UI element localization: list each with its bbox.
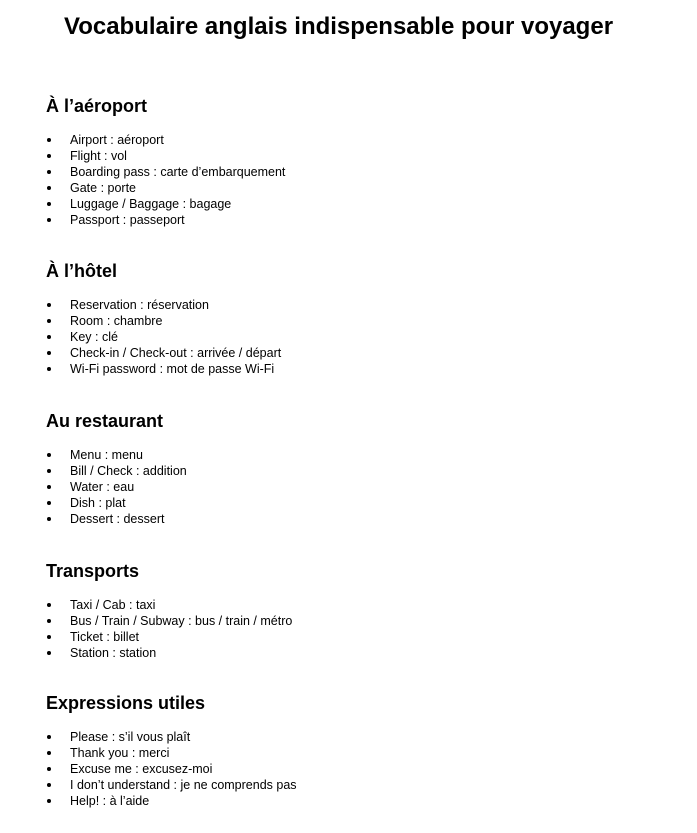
list-item [46, 463, 666, 479]
vocab-list-transports [46, 597, 666, 661]
bullet-icon [47, 202, 51, 206]
list-item-text: Key : clé [70, 330, 118, 344]
bullet-icon [47, 751, 51, 755]
page-title: Vocabulaire anglais indispensable pour voyager [63, 13, 614, 40]
list-item [46, 447, 666, 463]
list-item-text: Menu : menu [70, 448, 143, 462]
section-hotel [46, 260, 666, 377]
list-item-text: Bus / Train / Subway : bus / train / métro [70, 614, 293, 628]
list-item [46, 745, 666, 761]
list-item [46, 793, 666, 809]
list-item-text: Reservation : réservation [70, 298, 209, 312]
bullet-icon [47, 619, 51, 623]
section-heading-expressions: Expressions utiles [46, 693, 206, 713]
section-expressions [46, 692, 666, 809]
list-item-text: Dessert : dessert [70, 512, 165, 526]
list-item-text: Station : station [70, 646, 157, 660]
bullet-icon [47, 335, 51, 339]
list-item [46, 361, 666, 377]
list-item [46, 511, 666, 527]
list-item [46, 777, 666, 793]
bullet-icon [47, 735, 51, 739]
list-item [46, 212, 666, 228]
list-item-text: Wi-Fi password : mot de passe Wi-Fi [70, 362, 275, 376]
bullet-icon [47, 603, 51, 607]
vocab-list-airport [46, 132, 666, 228]
list-item-text: Ticket : billet [70, 630, 140, 644]
bullet-icon [47, 319, 51, 323]
list-item [46, 761, 666, 777]
bullet-icon [47, 485, 51, 489]
bullet-icon [47, 453, 51, 457]
bullet-icon [47, 651, 51, 655]
bullet-icon [47, 799, 51, 803]
bullet-icon [47, 218, 51, 222]
bullet-icon [47, 469, 51, 473]
list-item-text: Luggage / Baggage : bagage [70, 197, 232, 211]
list-item [46, 313, 666, 329]
section-heading-transports: Transports [46, 561, 140, 581]
section-heading-restaurant: Au restaurant [46, 411, 164, 431]
vocab-list-expressions [46, 729, 666, 809]
bullet-icon [47, 170, 51, 174]
list-item [46, 597, 666, 613]
bullet-icon [47, 186, 51, 190]
bullet-icon [47, 154, 51, 158]
list-item [46, 729, 666, 745]
list-item [46, 645, 666, 661]
bullet-icon [47, 351, 51, 355]
list-item-text: Flight : vol [70, 149, 127, 163]
list-item-text: Passport : passeport [70, 213, 185, 227]
bullet-icon [47, 501, 51, 505]
list-item [46, 196, 666, 212]
list-item [46, 629, 666, 645]
list-item-text: Boarding pass : carte d’embarquement [70, 165, 286, 179]
list-item-text: Help! : à l’aide [70, 794, 150, 808]
list-item-text: I don’t understand : je ne comprends pas [70, 778, 297, 792]
list-item-text: Room : chambre [70, 314, 163, 328]
list-item [46, 164, 666, 180]
list-item-text: Water : eau [70, 480, 135, 494]
list-item [46, 479, 666, 495]
list-item-text: Taxi / Cab : taxi [70, 598, 156, 612]
list-item [46, 132, 666, 148]
bullet-icon [47, 517, 51, 521]
list-item [46, 148, 666, 164]
list-item [46, 297, 666, 313]
list-item-text: Excuse me : excusez-moi [70, 762, 213, 776]
bullet-icon [47, 635, 51, 639]
vocab-list-restaurant [46, 447, 666, 527]
list-item-text: Check-in / Check-out : arrivée / départ [70, 346, 282, 360]
bullet-icon [47, 767, 51, 771]
section-heading-airport: À l’aéroport [46, 96, 148, 116]
bullet-icon [47, 783, 51, 787]
list-item [46, 180, 666, 196]
list-item-text: Bill / Check : addition [70, 464, 187, 478]
section-restaurant [46, 410, 666, 527]
list-item [46, 345, 666, 361]
list-item-text: Dish : plat [70, 496, 126, 510]
vocab-list-hotel [46, 297, 666, 377]
list-item [46, 495, 666, 511]
list-item-text: Please : s’il vous plaît [70, 730, 191, 744]
list-item-text: Airport : aéroport [70, 133, 164, 147]
section-heading-hotel: À l’hôtel [46, 261, 117, 281]
list-item [46, 329, 666, 345]
bullet-icon [47, 367, 51, 371]
bullet-icon [47, 138, 51, 142]
bullet-icon [47, 303, 51, 307]
section-airport [46, 95, 666, 228]
list-item-text: Gate : porte [70, 181, 137, 195]
list-item-text: Thank you : merci [70, 746, 170, 760]
section-transports [46, 560, 666, 661]
list-item [46, 613, 666, 629]
